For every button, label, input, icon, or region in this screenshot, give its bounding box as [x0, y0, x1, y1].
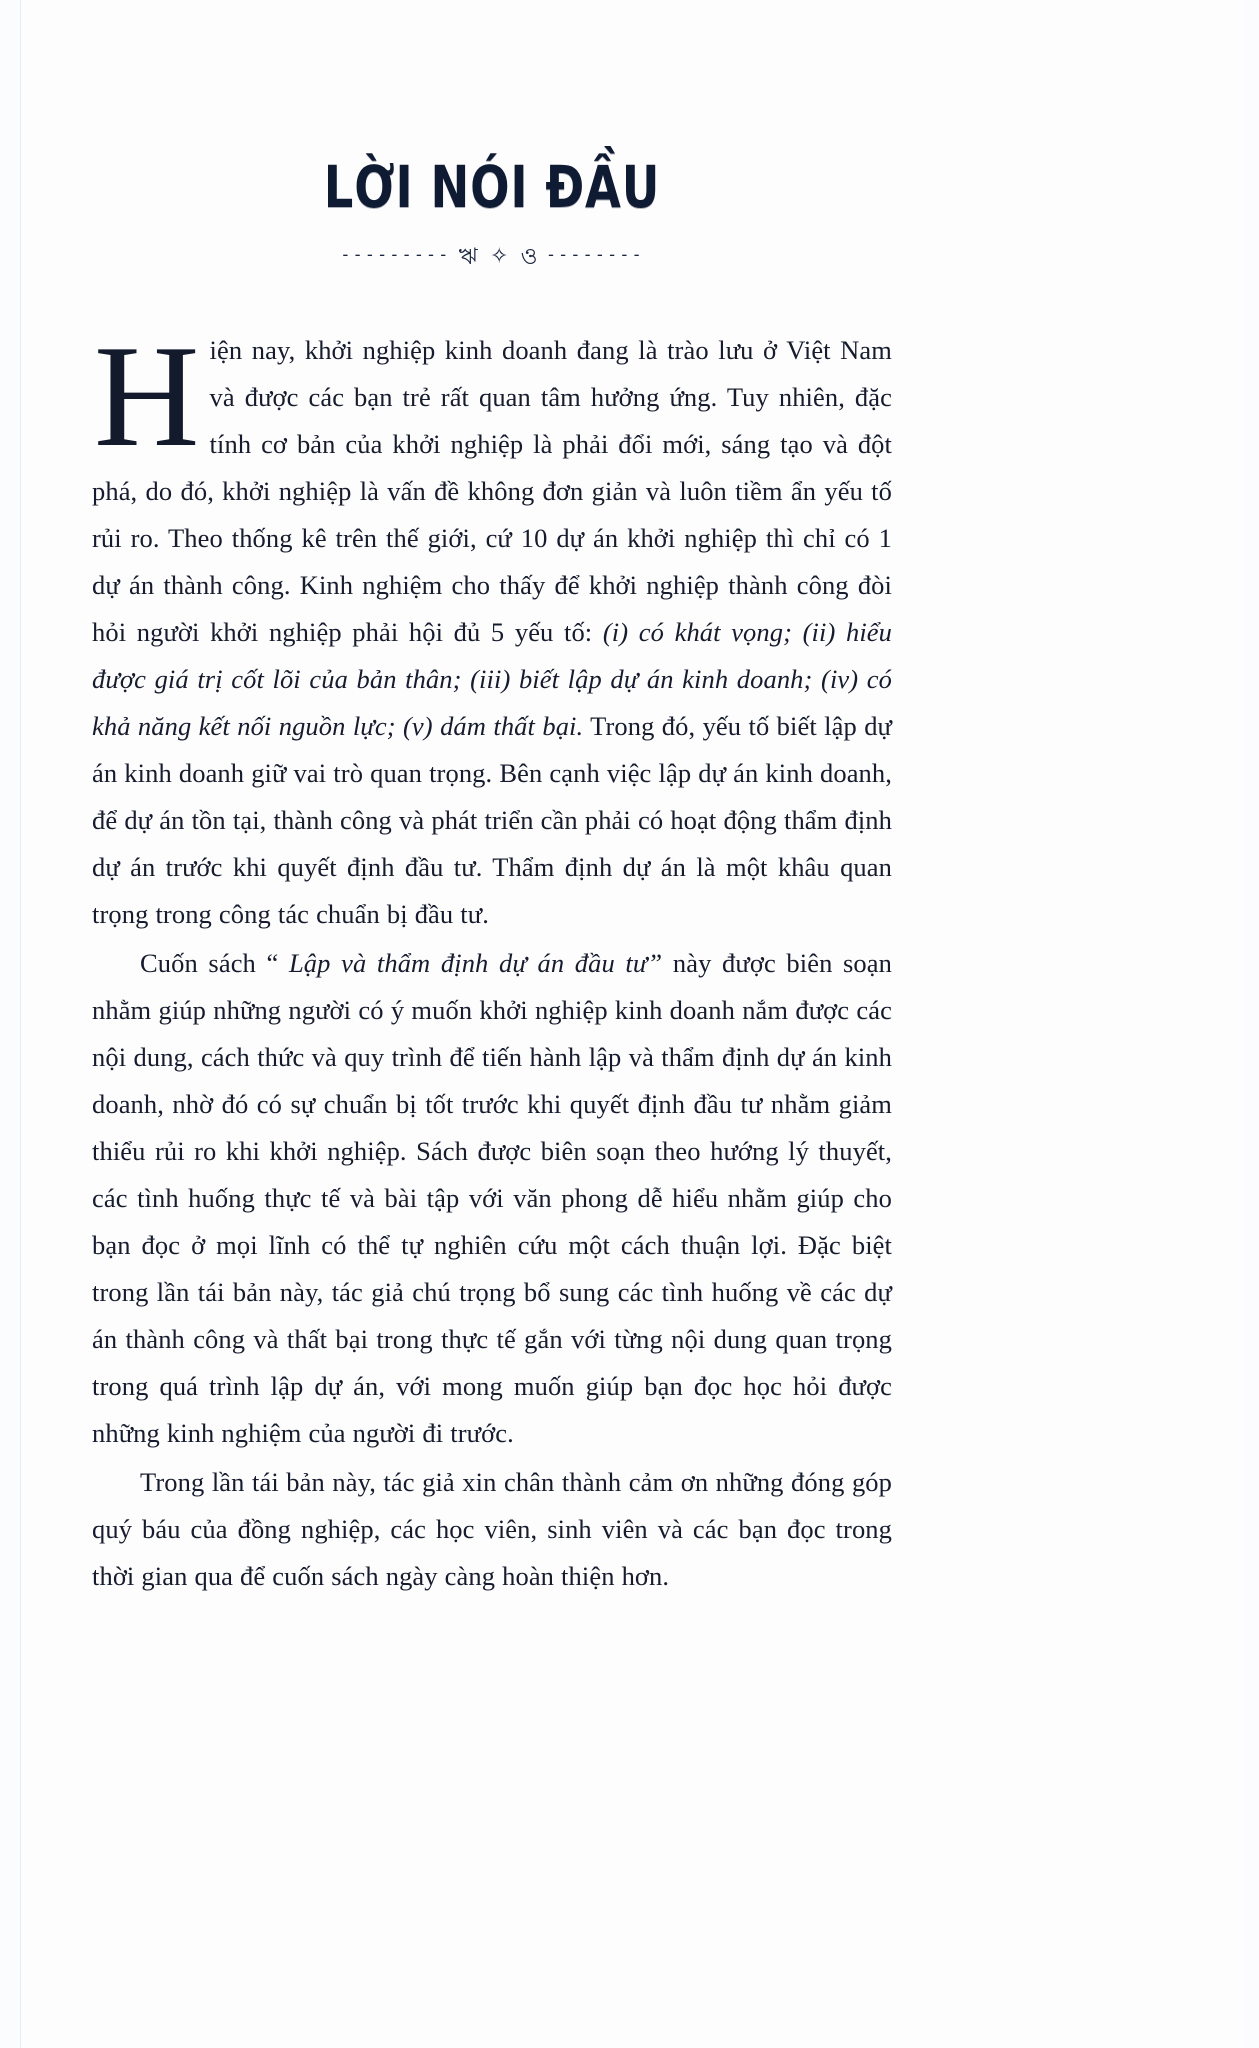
ornament-left-dashes: ---------	[340, 245, 451, 265]
title-block	[92, 0, 892, 269]
ornament-divider	[92, 246, 892, 269]
paragraph-1	[92, 315, 893, 938]
page-scan-edge-left-line	[20, 0, 21, 2048]
paragraph-1-run-3: Trong đó, yếu tố biết lập dự án kinh doanh giữ vai trò quan trọng. Bên cạnh việc lập dự án kinh doanh, để dự án tồn tại, thành công và phát triển cần phải có hoạt động thẩm định dự án trước khi quyết định đầu tư. Thẩm định dự án là một khâu quan trọng trong công tác chuẩn bị đầu tư.	[92, 711, 893, 929]
paragraph-2-run-3: này được biên soạn nhằm giúp những người có ý muốn khởi nghiệp kinh doanh nắm được các nội dung, cách thức và quy trình để tiến hành lập và thẩm định dự án kinh doanh, nhờ đó có sự chuẩn bị tốt trước khi quyết định đầu tư nhằm giảm thiểu rủi ro khi khởi nghiệp. Sách được biên soạn theo hướng lý thuyết, các tình huống thực tế và bài tập với văn phong dễ hiểu nhằm giúp cho bạn đọc ở mọi lĩnh có thể tự nghiên cứu một cách thuận lợi. Đặc biệt trong lần tái bản này, tác giả chú trọng bổ sung các tình huống về các dự án thành công và thất bại trong thực tế gắn với từng nội dung quan trọng trong quá trình lập dự án, với mong muốn giúp bạn đọc học hỏi được những kinh nghiệm của người đi trước.	[92, 948, 892, 1448]
ornament-flourish-left-icon: ঋ	[458, 244, 478, 270]
ornament-right-dashes: --------	[545, 245, 644, 265]
paragraph-2-run-1: Cuốn sách “	[140, 948, 289, 978]
drop-cap: H	[94, 315, 200, 477]
page-content	[92, 0, 892, 1600]
paragraph-3	[92, 1459, 892, 1600]
ornament-star-icon: ✧	[489, 244, 509, 269]
paragraph-1-run-2-italic: (i) có khát vọng; (ii) hiểu được giá trị cốt lõi của bản thân; (iii) biết lập dự án kinh doanh; (iv) có khả năng kết nối nguồn lực; (v) dám thất bại.	[92, 617, 893, 741]
body-text	[92, 315, 893, 1600]
page-scan-edge-right	[1243, 0, 1259, 2048]
ornament-flourish-right-icon: ও	[520, 244, 538, 270]
page-scan-edge-left-fill	[0, 0, 20, 2048]
paragraph-2	[92, 940, 892, 1457]
paragraph-3-run-1: Trong lần tái bản này, tác giả xin chân thành cảm ơn những đóng góp quý báu của đồng nghiệp, các học viên, sinh viên và các bạn đọc trong thời gian qua để cuốn sách ngày càng hoàn thiện hơn.	[92, 1467, 892, 1591]
paragraph-1-run-1: iện nay, khởi nghiệp kinh doanh đang là trào lưu ở Việt Nam và được các bạn trẻ rất quan tâm hưởng ứng. Tuy nhiên, đặc tính cơ bản của khởi nghiệp là phải đổi mới, sáng tạo và đột phá, do đó, khởi nghiệp là vấn đề không đơn giản và luôn tiềm ẩn yếu tố rủi ro. Theo thống kê trên thế giới, cứ 10 dự án khởi nghiệp thì chỉ có 1 dự án thành công. Kinh nghiệm cho thấy để khởi nghiệp thành công đòi hỏi người khởi nghiệp phải hội đủ 5 yếu tố:	[92, 335, 892, 647]
page-title: LỜI NÓI ĐẦU	[323, 153, 661, 221]
book-title-italic: Lập và thẩm định dự án đầu tư”	[288, 948, 663, 978]
